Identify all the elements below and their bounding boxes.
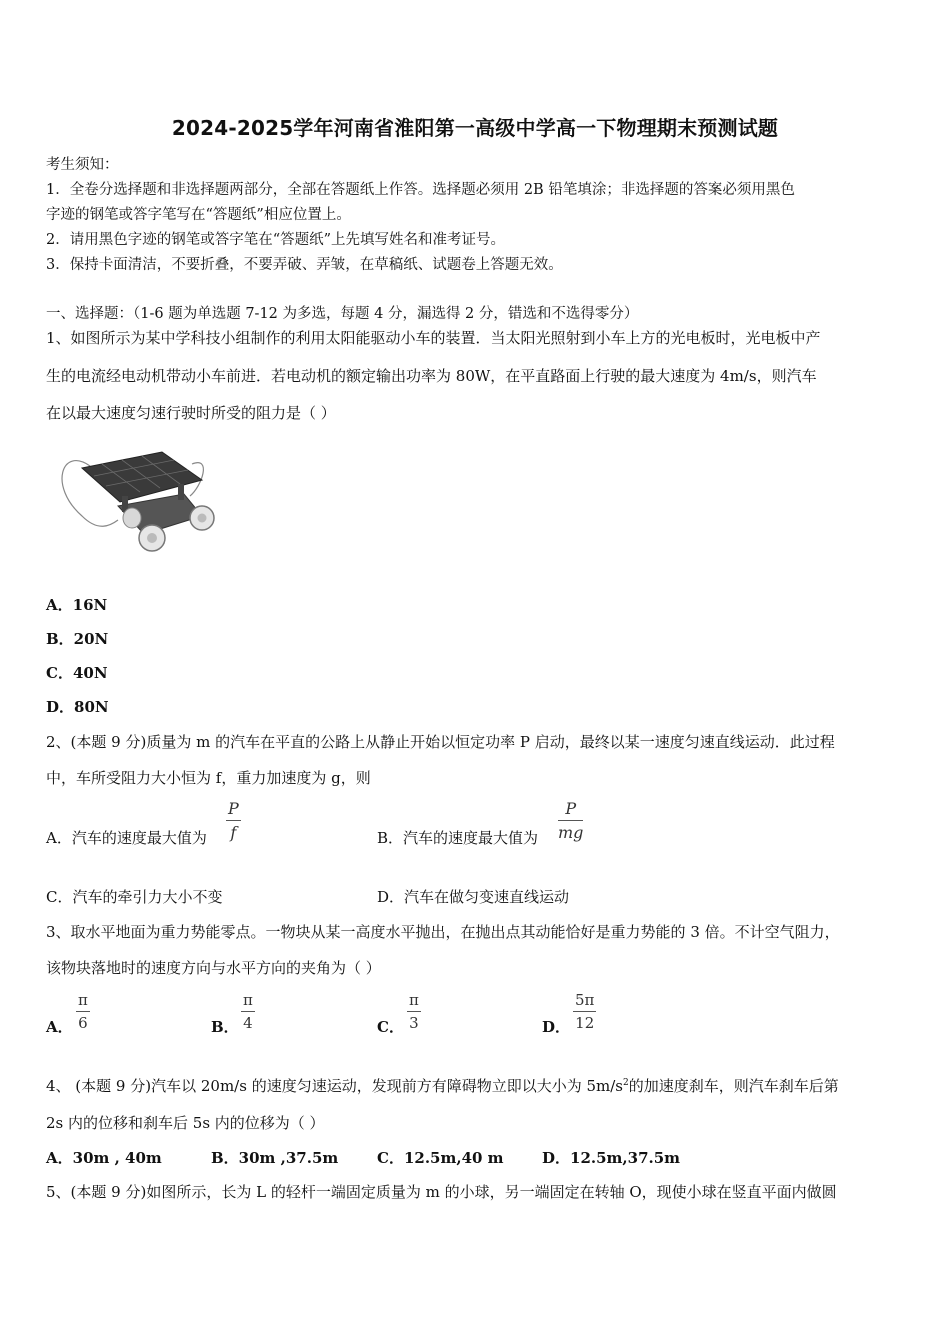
q3-option-b: B． <box>211 1018 239 1036</box>
notice-heading: 考生须知： <box>46 157 119 173</box>
q1-line-1: 1、如图所示为某中学科技小组制作的利用太阳能驱动小车的装置．当太阳光照射到小车上方的光电板时，光电板中产 <box>46 329 821 347</box>
q3-option-c: C． <box>377 1018 404 1036</box>
q3-d-numerator: 5π <box>575 991 595 1009</box>
q2-option-b-fraction <box>558 799 583 842</box>
page-title: 2024-2025学年河南省淮阳第一高级中学高一下物理期末预测试题 <box>171 116 779 140</box>
q2-option-a-fraction <box>226 799 241 842</box>
q2-a-denominator: f <box>230 823 237 842</box>
q3-b-numerator: π <box>243 991 253 1009</box>
q4-option-a: A．30m , 40m <box>46 1149 162 1167</box>
q4-option-b: B．30m ,37.5m <box>211 1149 339 1167</box>
q2-line-1: 2、(本题 9 分)质量为 m 的汽车在平直的公路上从静止开始以恒定功率 P 启动，最终以某一速度匀速直线运动．此过程 <box>46 733 835 751</box>
q1-line-3: 在以最大速度匀速行驶时所受的阻力是（ ） <box>46 404 336 422</box>
q3-option-c-fraction <box>407 991 421 1032</box>
q3-option-d-fraction <box>573 991 596 1032</box>
q4-line-1 <box>46 1075 839 1096</box>
section-heading: 一、选择题：（1-6 题为单选题 7-12 为多选，每题 4 分，漏选得 2 分，错选和不选得零分） <box>46 306 639 322</box>
q2-b-denominator: mg <box>558 823 584 842</box>
q3-line-1: 3、取水平地面为重力势能零点。一物块从某一高度水平抛出，在抛出点其动能恰好是重力势能的 3 倍。不计空气阻力， <box>46 923 840 941</box>
q1-option-a: A．16N <box>46 596 108 614</box>
q3-option-d: D． <box>542 1018 571 1036</box>
q4-line-2: 2s 内的位移和刹车后 5s 内的位移为（ ） <box>46 1114 325 1132</box>
q3-option-a: A． <box>46 1018 73 1036</box>
q2-line-2: 中，车所受阻力大小恒为 f，重力加速度为 g，则 <box>46 769 371 787</box>
notice-item-1b: 字迹的钢笔或答字笔写在“答题纸”相应位置上。 <box>46 207 351 223</box>
notice-item-1a: 1．全卷分选择题和非选择题两部分，全部在答题纸上作答。选择题必须用 2B 铅笔填涂；非选择题的答案必须用黑色 <box>46 182 795 198</box>
q2-a-numerator: P <box>228 799 239 818</box>
q4-superscript: 2 <box>622 1078 629 1088</box>
q3-option-a-fraction <box>76 991 90 1032</box>
q2-option-b: B．汽车的速度最大值为 <box>377 829 539 847</box>
notice-item-3: 3．保持卡面清洁，不要折叠，不要弄破、弄皱，在草稿纸、试题卷上答题无效。 <box>46 257 563 273</box>
q2-option-d: D．汽车在做匀变速直线运动 <box>377 888 570 906</box>
q5-line-1: 5、(本题 9 分)如图所示，长为 L 的轻杆一端固定质量为 m 的小球，另一端固定在转轴 O，现使小球在竖直平面内做圆 <box>46 1183 837 1201</box>
q2-option-a: A．汽车的速度最大值为 <box>46 829 207 847</box>
q3-c-numerator: π <box>409 991 419 1009</box>
q1-option-d: D．80N <box>46 698 109 716</box>
solar-car-image <box>52 446 222 558</box>
q3-a-denominator: 6 <box>78 1014 88 1032</box>
q3-c-denominator: 3 <box>409 1014 419 1032</box>
q1-option-b: B．20N <box>46 630 109 648</box>
q3-option-b-fraction <box>241 991 255 1032</box>
q3-d-denominator: 12 <box>575 1014 595 1032</box>
q1-option-c: C．40N <box>46 664 108 682</box>
q2-option-c: C．汽车的牵引力大小不变 <box>46 888 223 906</box>
q2-b-numerator: P <box>565 799 577 818</box>
q3-a-numerator: π <box>78 991 88 1009</box>
q1-line-2: 生的电流经电动机带动小车前进．若电动机的额定输出功率为 80W，在平直路面上行驶的最大速度为 4m/s，则汽车 <box>46 367 817 385</box>
notice-item-2: 2．请用黑色字迹的钢笔或答字笔在“答题纸”上先填写姓名和准考证号。 <box>46 232 506 248</box>
q4-option-d: D．12.5m,37.5m <box>542 1149 681 1167</box>
q4-line-1b: 的加速度刹车，则汽车刹车后第 <box>628 1077 839 1095</box>
q4-line-1a: 4、 (本题 9 分)汽车以 20m/s 的速度匀速运动，发现前方有障碍物立即以大小为 5m/s <box>46 1077 623 1095</box>
q4-option-c: C．12.5m,40 m <box>377 1149 504 1167</box>
q3-b-denominator: 4 <box>243 1014 253 1032</box>
q3-line-2: 该物块落地时的速度方向与水平方向的夹角为（ ） <box>46 959 381 977</box>
